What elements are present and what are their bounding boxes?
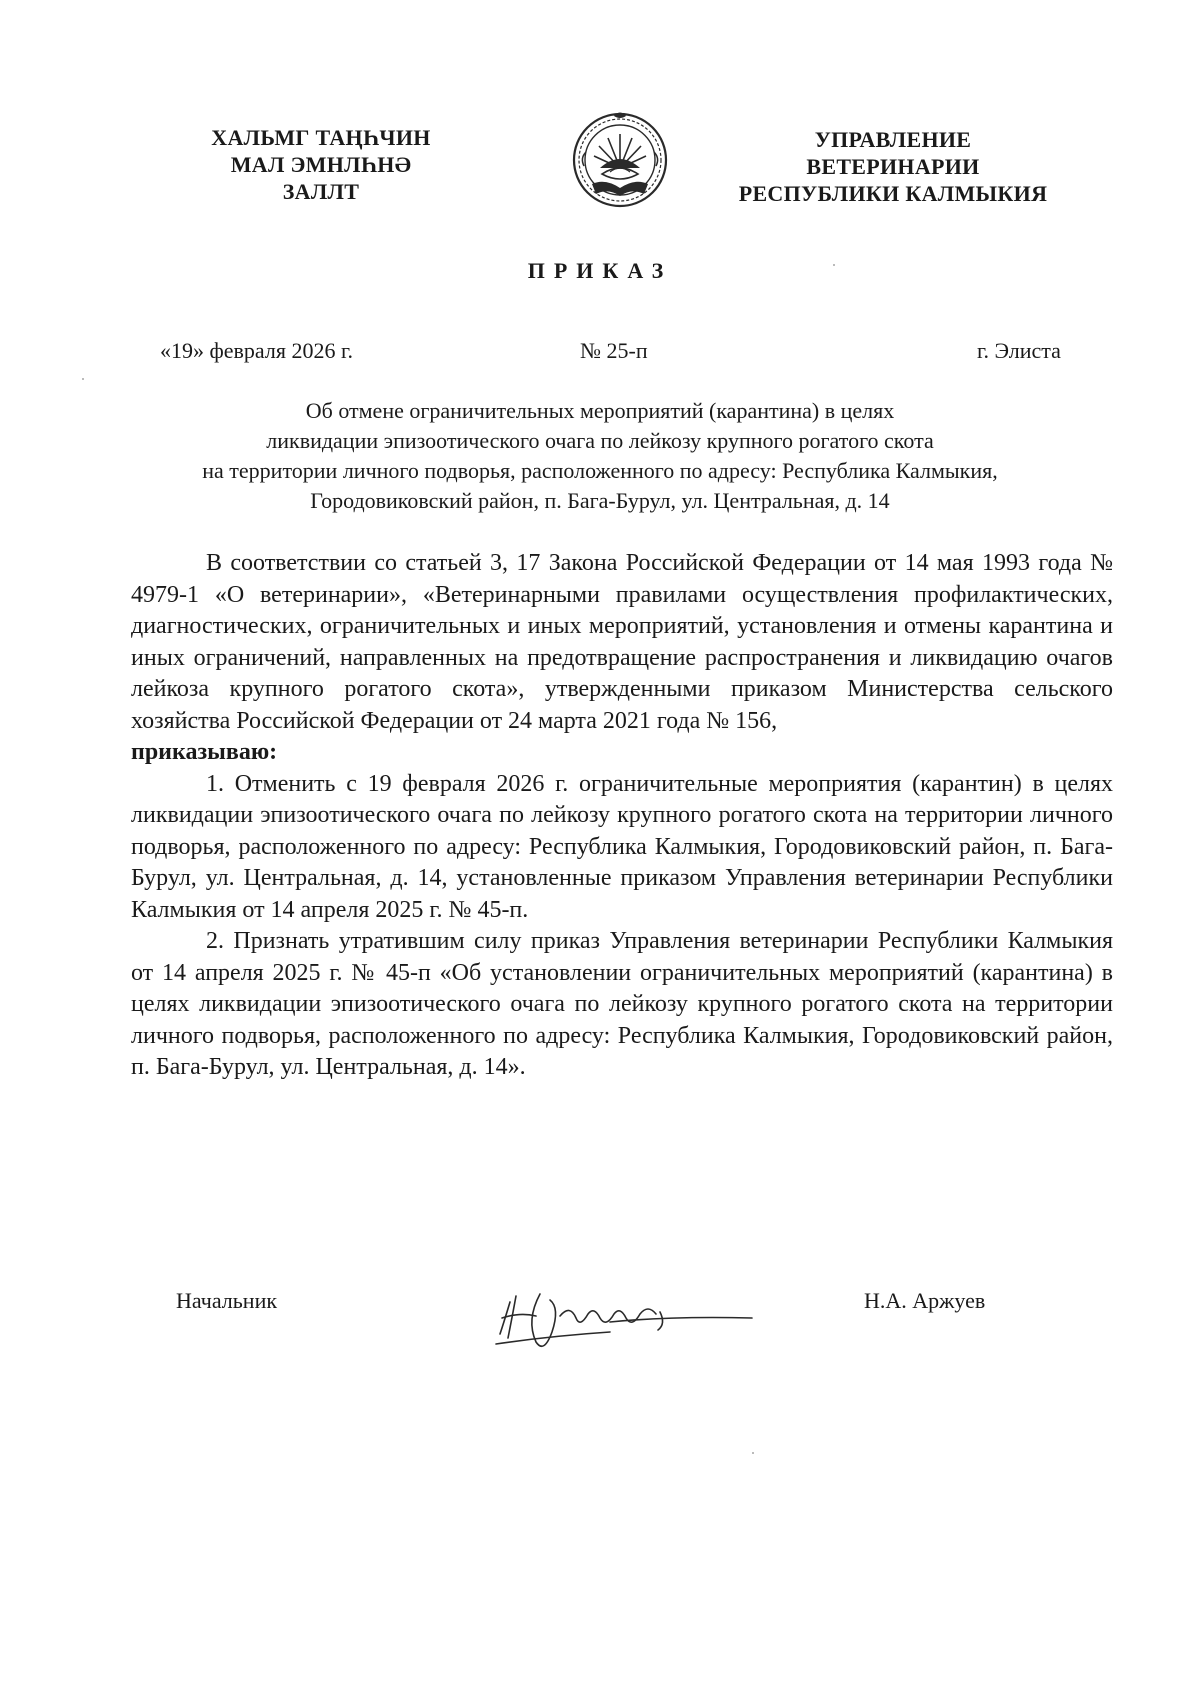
document-city: г. Элиста [977,338,1061,363]
subject-line: на территории личного подворья, расположенного по адресу: Республика Калмыкия, [202,458,998,483]
document-type-title: ПРИКАЗ [527,258,673,283]
handwritten-signature-icon [490,1272,770,1362]
document-number: № 25-п [580,338,648,363]
org-russian-line-1: УПРАВЛЕНИЕ [814,127,972,152]
kalmykia-coat-of-arms-icon [570,108,670,212]
order-item-1: 1. Отменить с 19 февраля 2026 г. ограничительные мероприятия (карантин) в целях ликвидации эпизоотического очага по лейкозу крупного рогатого скота на территории личного подворья, расположенного по адресу: Республика Калмыкия, Городовиковский район, п. Бага-Бурул, ул. Центральная, д. 14, установленные приказом Управления ветеринарии Республики Калмыкия от 14 апреля 2025 г. № 45-п. [131,770,1113,923]
subject-line: Городовиковский район, п. Бага-Бурул, ул. Центральная, д. 14 [310,488,890,513]
org-russian-line-2: ВЕТЕРИНАРИИ [806,154,980,179]
org-kalmyk-line-2: МАЛ ЭМНЛҺНӘ [230,152,412,177]
org-name-kalmyk [196,124,446,205]
document-subject [120,396,1080,516]
preamble-paragraph: В соответствии со статьей 3, 17 Закона Российской Федерации от 14 мая 1993 года № 4979-1 «О ветеринарии», «Ветеринарными правилами осуществления профилактических, диагностических, ограничительных и иных мероприятий, установления и отмены карантина и иных ограничений, направленных на предотвращение распространения и ликвидацию очагов лейкоза крупного рогатого скота», утвержденными приказом Министерства сельского хозяйства Российской Федерации от 24 марта 2021 года № 156, [131,550,1113,734]
scan-speck [833,264,835,266]
signatory-name: Н.А. Аржуев [864,1288,986,1313]
org-name-russian [728,126,1058,207]
subject-line: Об отмене ограничительных мероприятий (карантина) в целях [305,398,895,423]
signatory-position: Начальник [176,1288,278,1313]
scan-speck [752,1452,754,1454]
document-body [131,548,1113,1084]
org-russian-line-3: РЕСПУБЛИКИ КАЛМЫКИЯ [738,181,1048,206]
org-kalmyk-line-1: ХАЛЬМГ ТАҢҺЧИН [211,125,431,150]
scan-speck [82,378,84,380]
subject-line: ликвидации эпизоотического очага по лейкозу крупного рогатого скота [266,428,934,453]
document-date: «19» февраля 2026 г. [160,338,354,363]
order-word: приказываю: [131,739,278,765]
org-kalmyk-line-3: ЗАЛЛТ [282,179,360,204]
order-item-2: 2. Признать утратившим силу приказ Управления ветеринарии Республики Калмыкия от 14 апреля 2025 г. № 45-п «Об установлении ограничительных мероприятий (карантина) в целях ликвидации эпизоотического очага по лейкозу крупного рогатого скота на территории личного подворья, расположенного по адресу: Республика Калмыкия, Городовиковский район, п. Бага-Бурул, ул. Центральная, д. 14». [131,928,1113,1080]
